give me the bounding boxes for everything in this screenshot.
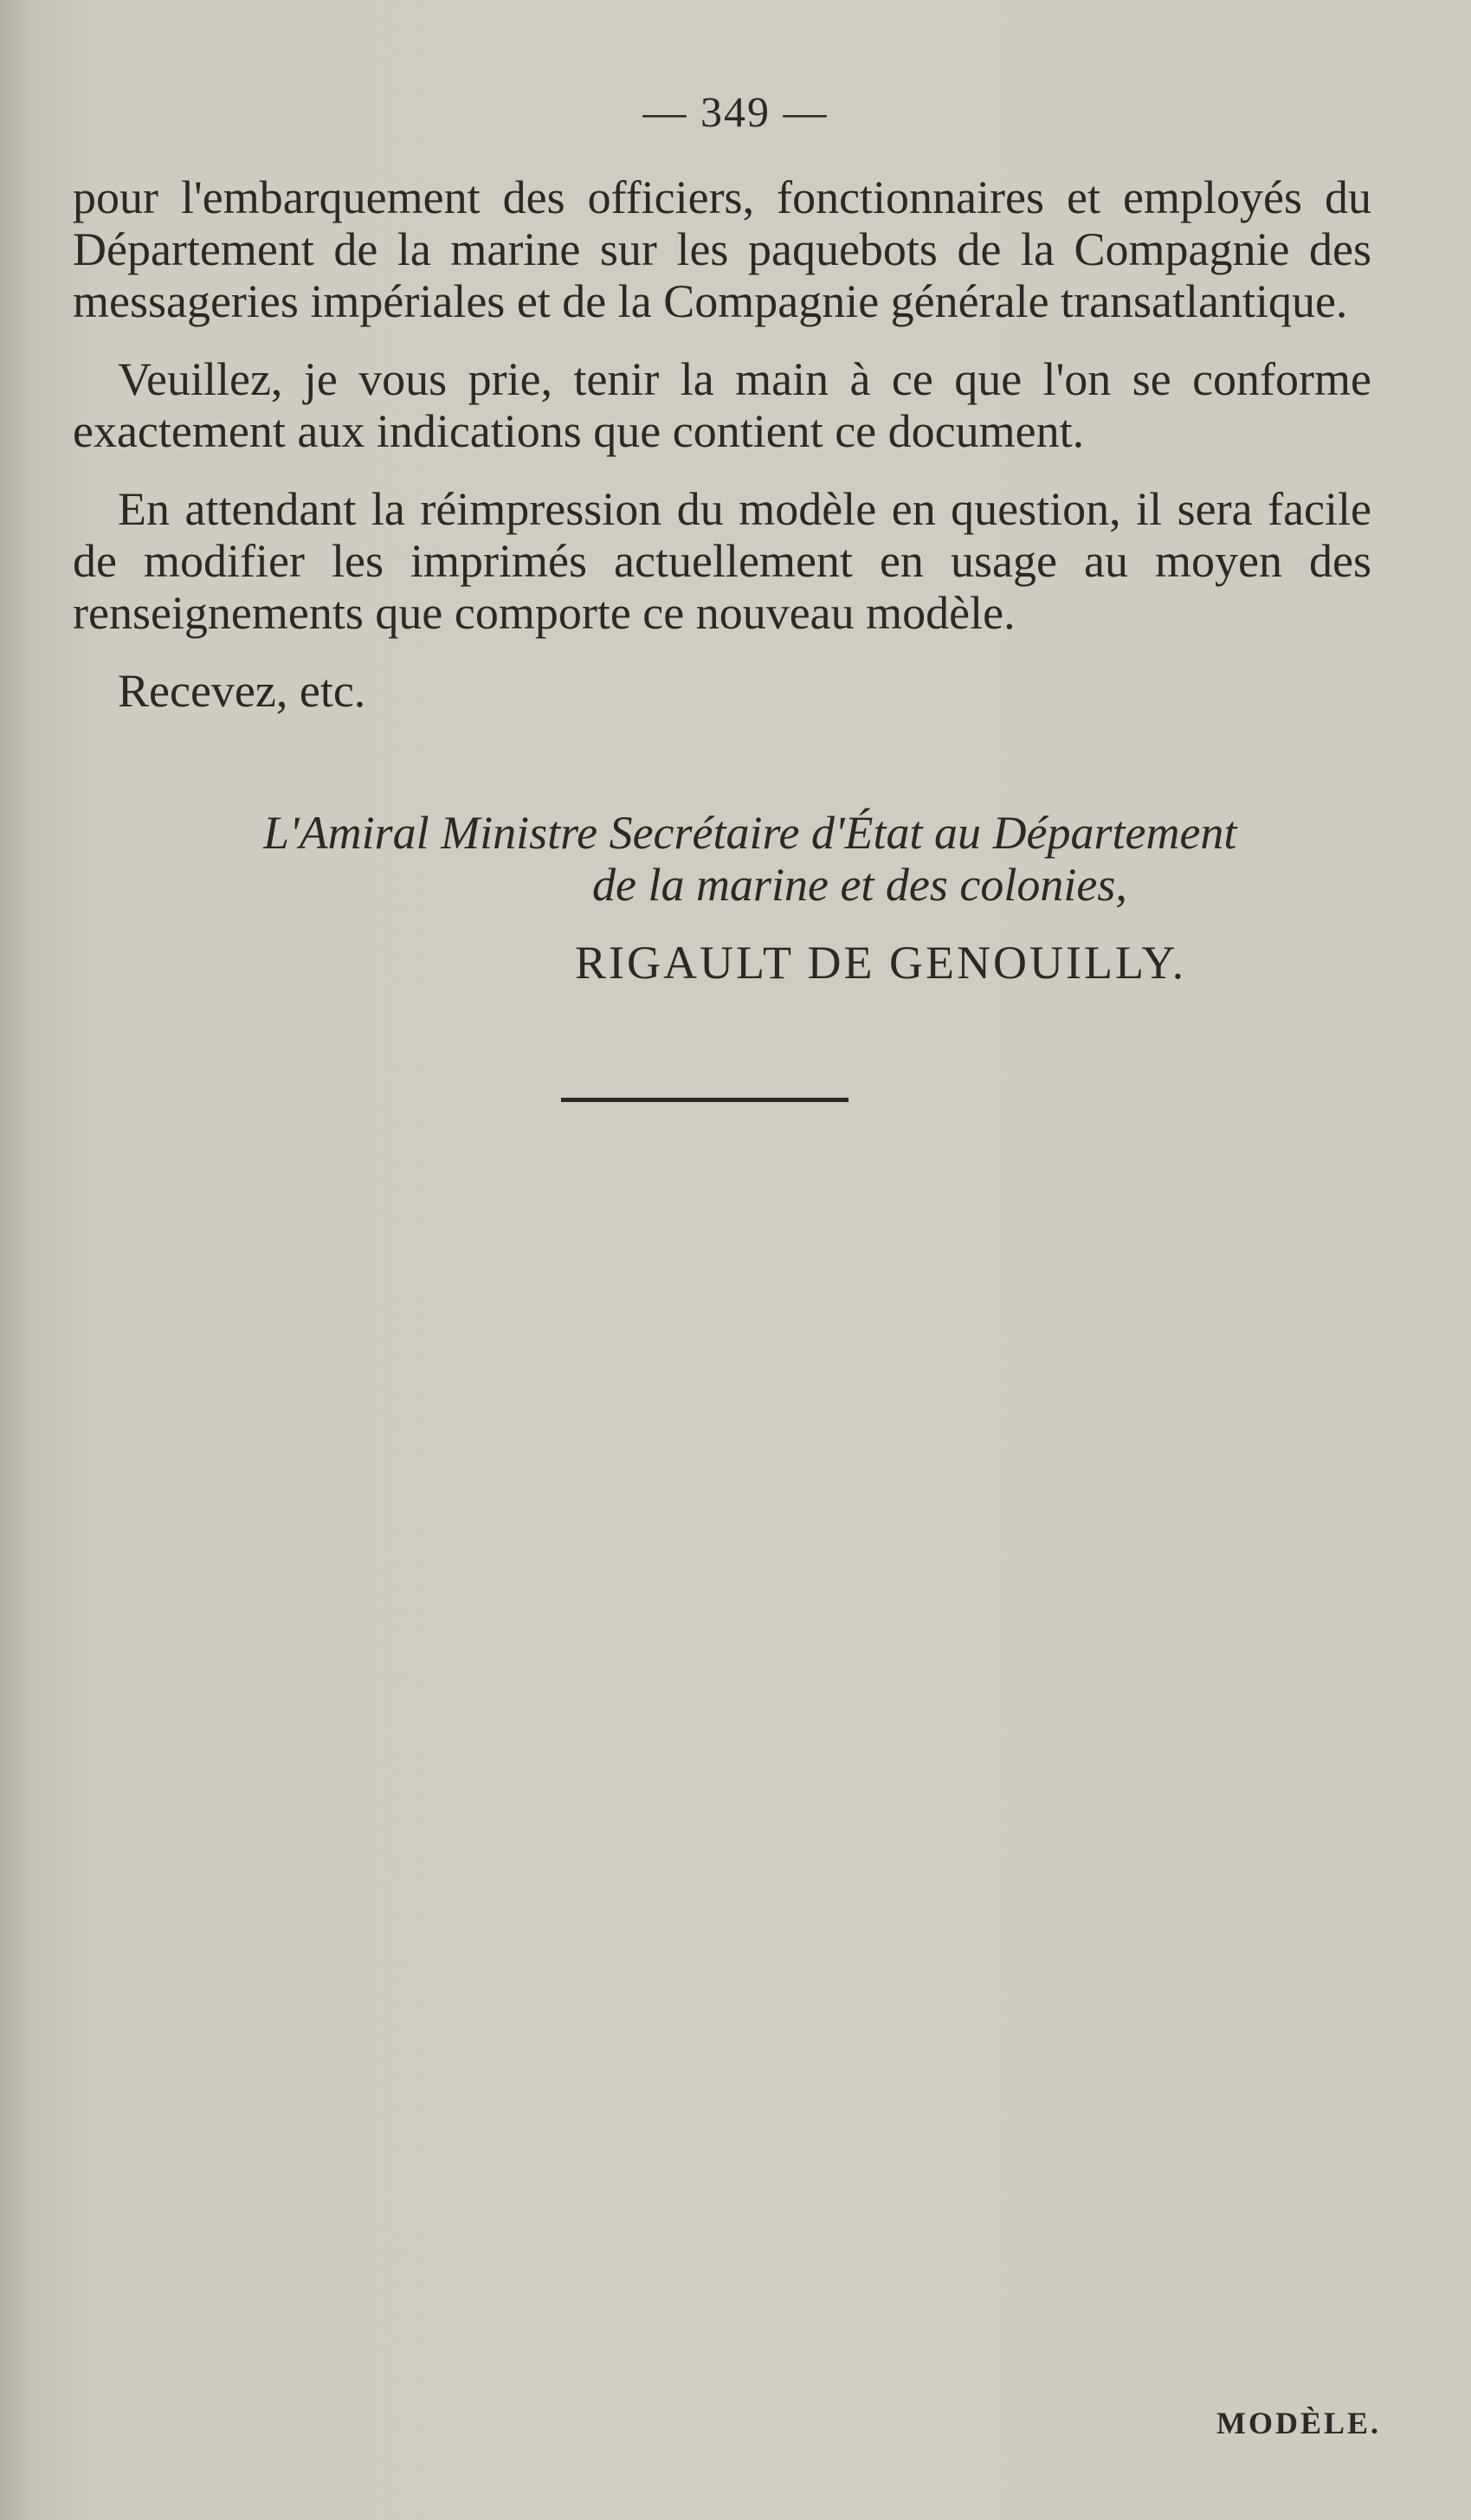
paragraph-instruction: Veuillez, je vous prie, tenir la main à ce que l'on se conforme exactement aux indications que contient ce document. <box>73 353 1371 457</box>
signatory-title-line-1: L'Amiral Ministre Secrétaire d'État au Département <box>263 807 1237 859</box>
signature-block <box>73 807 1371 989</box>
separator-rule <box>561 1098 848 1102</box>
paragraph-reprint-note: En attendant la réimpression du modèle en question, il sera facile de modifier les imprimés actuellement en usage au moyen des renseignements que comporte ce nouveau modèle. <box>73 483 1371 639</box>
signatory-title-line-2: de la marine et des colonies, <box>592 859 1127 911</box>
page-number: — 349 — <box>642 87 829 136</box>
letter-body <box>73 171 1371 743</box>
closing-formula: Recevez, etc. <box>118 665 366 717</box>
signatory-name: RIGAULT DE GENOUILLY. <box>575 937 1187 989</box>
paragraph-continuation: pour l'embarquement des officiers, fonctionnaires et employés du Département de la marine sur les paquebots de la Compagnie des messageries impériales et de la Compagnie générale transatlantique. <box>73 171 1371 327</box>
footer-label: MODÈLE. <box>1216 2406 1381 2440</box>
